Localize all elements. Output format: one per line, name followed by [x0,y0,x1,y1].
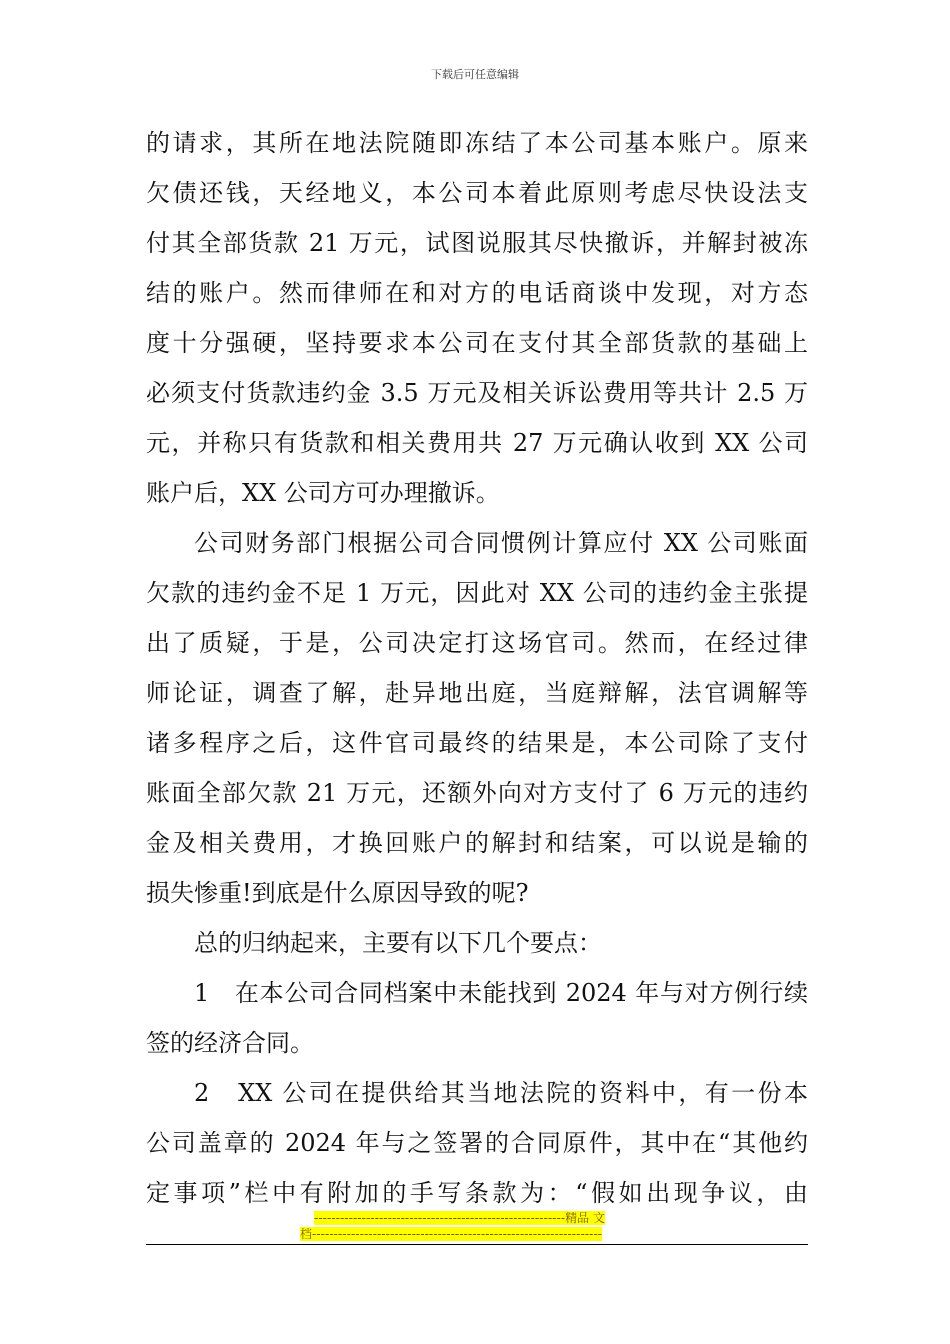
text-line: 的请求，其所在地法院随即冻结了本公司基本账户。原来 [146,129,808,157]
text-line: 度十分强硬，坚持要求本公司在支付其全部货款的基础上 [146,329,808,357]
document-body [146,118,808,1218]
footer-divider [146,1244,808,1245]
text-line: 结的账户。然而律师在和对方的电话商谈中发现，对方态 [146,279,808,307]
footer-watermark-line2 [300,1227,650,1242]
text-line: 出了质疑，于是，公司决定打这场官司。然而，在经过律 [146,629,808,657]
text-line: 公司盖章的 2024 年与之签署的合同原件，其中在“其他约 [146,1129,808,1157]
header-note: 下载后可任意编辑 [431,68,519,81]
text-line: 欠款的违约金不足 1 万元，因此对 XX 公司的违约金主张提 [146,579,808,607]
text-line: 总的归纳起来，主要有以下几个要点： [194,929,602,957]
list-item-2: 2 XX 公司在提供给其当地法院的资料中，有一份本 [194,1079,808,1107]
text-line: 金及相关费用，才换回账户的解封和结案，可以说是输的 [146,829,808,857]
text-line: 诸多程序之后，这件官司最终的结果是，本公司除了支付 [146,729,808,757]
text-line: 账面全部欠款 21 万元，还额外向对方支付了 6 万元的违约 [146,779,808,807]
list-item-1: 1 在本公司合同档案中未能找到 2024 年与对方例行续 [194,979,808,1007]
text-line: 元，并称只有货款和相关费用共 27 万元确认收到 XX 公司 [146,429,808,457]
text-line: 定事项”栏中有附加的手写条款为：“假如出现争议，由 [146,1179,808,1207]
text-line: 签的经济合同。 [146,1029,314,1057]
text-line: 付其全部货款 21 万元，试图说服其尽快撤诉，并解封被冻 [146,229,808,257]
footer-text: ----------------------------------------------------------精品 文 [314,1211,605,1225]
footer-watermark-line1 [300,1211,650,1226]
text-line: 欠债还钱，天经地义，本公司本着此原则考虑尽快设法支 [146,179,808,207]
text-line: 损失惨重!到底是什么原因导致的呢? [146,879,529,907]
text-line: 公司财务部门根据公司合同惯例计算应付 XX 公司账面 [194,529,808,557]
text-line: 账户后，XX 公司方可办理撤诉。 [146,479,500,507]
text-line: 师论证，调查了解，赴异地出庭，当庭辩解，法官调解等 [146,679,808,707]
text-line: 必须支付货款违约金 3.5 万元及相关诉讼费用等共计 2.5 万 [146,379,808,407]
footer-text: 档------------------------------------------------------------------- [300,1227,603,1241]
